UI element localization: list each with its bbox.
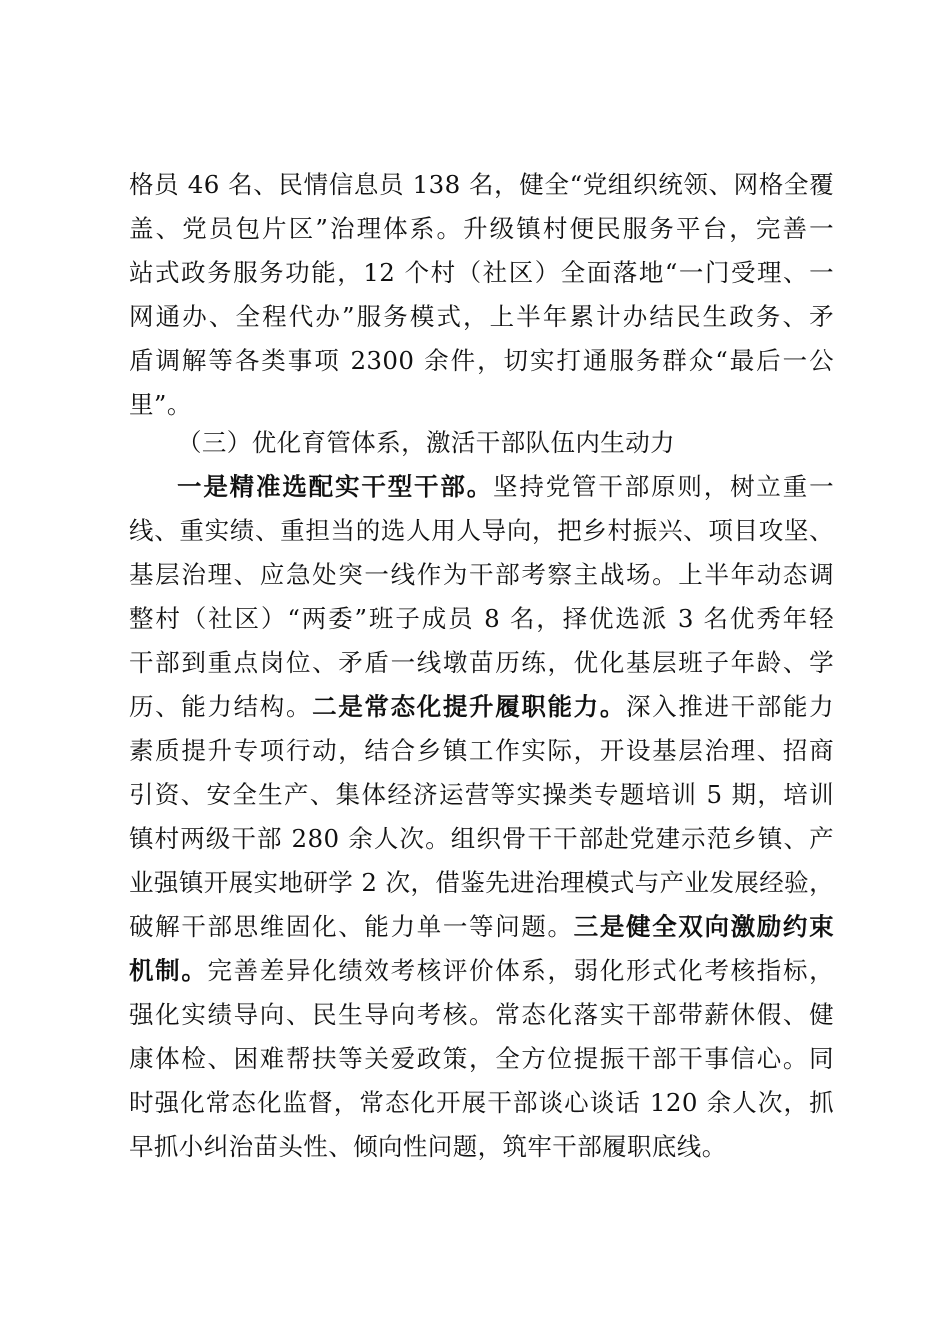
text-line: 素质提升专项行动，结合乡镇工作实际，开设基层治理、招商	[129, 736, 834, 765]
text-line: 站式政务服务功能，12 个村（社区）全面落地“一门受理、一	[129, 258, 834, 287]
text-line: 康体检、困难帮扶等关爱政策，全方位提振干部干事信心。同	[129, 1044, 834, 1073]
text-line: 早抓小纠治苗头性、倾向性问题，筑牢干部履职底线。	[129, 1132, 727, 1161]
text-line: 镇村两级干部 280 余人次。组织骨干干部赴党建示范乡镇、产	[129, 824, 834, 853]
text-line	[129, 949, 834, 993]
text-line: 业强镇开展实地研学 2 次，借鉴先进治理模式与产业发展经验，	[129, 868, 834, 897]
text-line: 强化实绩导向、民生导向考核。常态化落实干部带薪休假、健	[129, 1000, 834, 1029]
text-line	[129, 905, 834, 949]
paragraph-service-platform	[129, 163, 834, 427]
line-text: 坚持党管干部原则，树立重一	[493, 472, 834, 501]
line-text: 破解干部思维固化、能力单一等问题。	[129, 912, 574, 941]
line-text: 深入推进干部能力	[626, 692, 834, 721]
text-line: 整村（社区）“两委”班子成员 8 名，择优选派 3 名优秀年轻	[129, 604, 834, 633]
section-heading-text: （三）优化育管体系，激活干部队伍内生动力	[177, 428, 675, 457]
line-text: 完善差异化绩效考核评价体系，弱化形式化考核指标，	[207, 956, 834, 985]
text-line: 时强化常态化监督，常态化开展干部谈心谈话 120 余人次，抓	[129, 1088, 834, 1117]
text-line: 基层治理、应急处突一线作为干部考察主战场。上半年动态调	[129, 560, 834, 589]
text-line: 线、重实绩、重担当的选人用人导向，把乡村振兴、项目攻坚、	[129, 516, 834, 545]
emphasis-point-1: 一是精准选配实干型干部。	[177, 472, 494, 501]
emphasis-point-3-cont: 机制。	[129, 956, 208, 985]
text-line: 盖、党员包片区”治理体系。升级镇村便民服务平台，完善一	[129, 214, 834, 243]
text-line	[129, 685, 834, 729]
text-line: 格员 46 名、民情信息员 138 名，健全“党组织统领、网格全覆	[129, 170, 834, 199]
emphasis-point-3: 三是健全双向激励约束	[573, 912, 834, 941]
paragraph-cadre-management	[129, 465, 834, 1169]
section-heading-3	[129, 421, 834, 465]
text-line	[129, 465, 834, 509]
text-line: 盾调解等各类事项 2300 余件，切实打通服务群众“最后一公	[129, 346, 834, 375]
line-text: 历、能力结构。	[129, 692, 313, 721]
emphasis-point-2: 二是常态化提升履职能力。	[312, 692, 626, 721]
text-line: 干部到重点岗位、矛盾一线墩苗历练，优化基层班子年龄、学	[129, 648, 834, 677]
text-line: 引资、安全生产、集体经济运营等实操类专题培训 5 期，培训	[129, 780, 834, 809]
text-line: 里”。	[129, 390, 192, 419]
text-line: 网通办、全程代办”服务模式，上半年累计办结民生政务、矛	[129, 302, 834, 331]
